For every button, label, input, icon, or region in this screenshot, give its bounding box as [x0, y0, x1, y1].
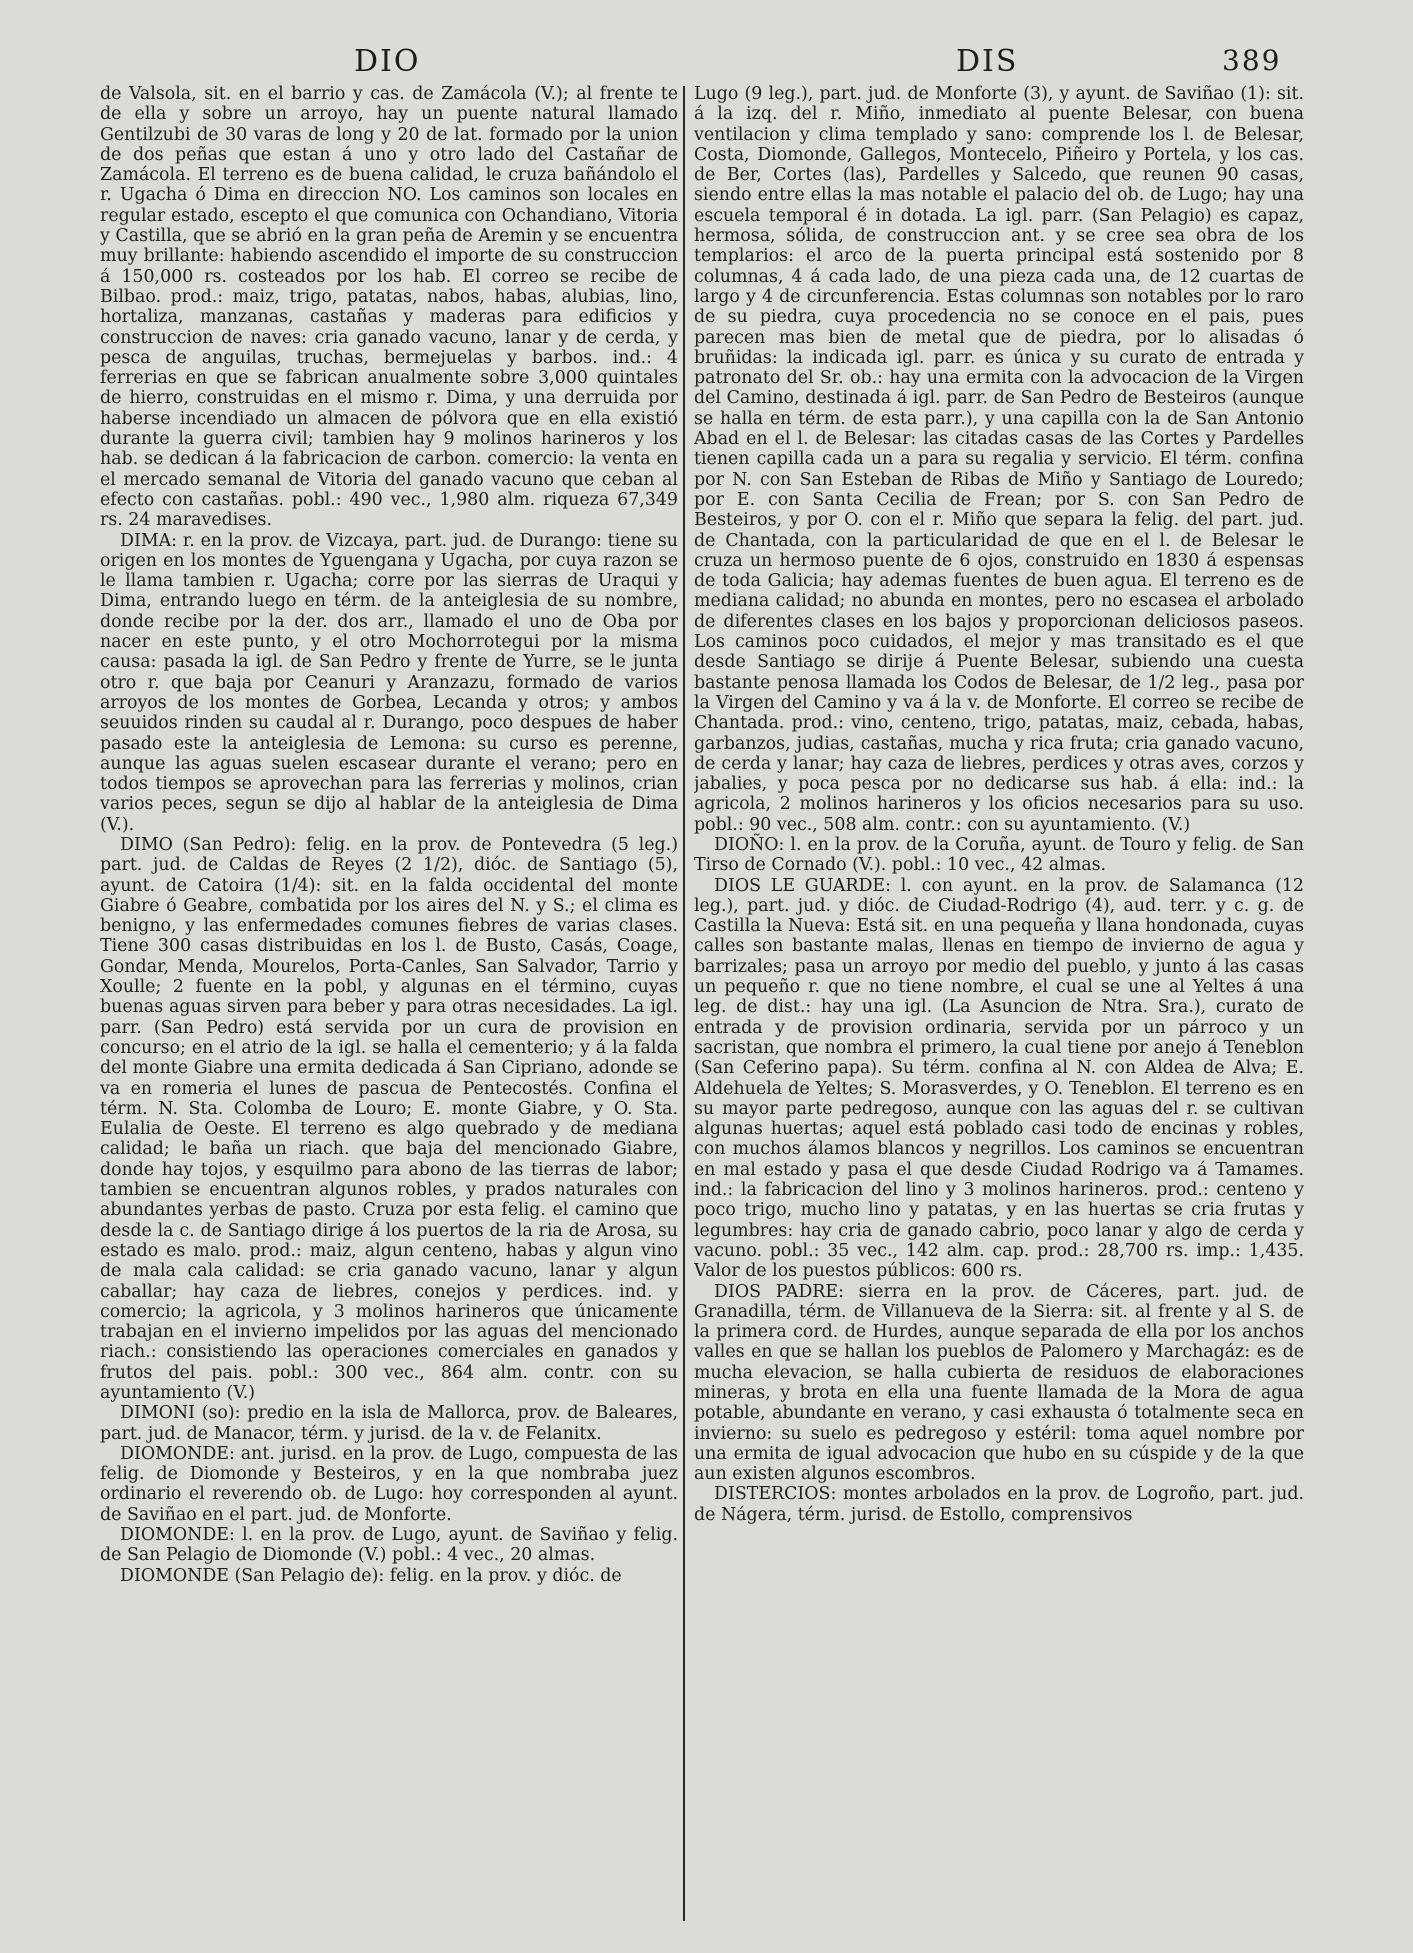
entry-text: DISTERCIOS: montes arbolados en la prov. de Logroño, part. jud. de Nágera, térm. jurisd. de Estollo, comprensivos [694, 1484, 1304, 1525]
right-column [694, 84, 1304, 1924]
entry-text: DIOMONDE (San Pelagio de): felig. en la prov. y dióc. de [120, 1565, 622, 1586]
entry-text: DIOS LE GUARDE: l. con ayunt. en la prov. de Salamanca (12 leg.), part. jud. y dióc. de Ciudad-Rodrigo (4), aud. terr. y c. g. de Castilla la Nueva: Está sit. en una pequeña y llana hondonada, cuyas calles son bastante malas, llenas en tiempo de invierno de agua y barrizales; pasa un arroyo por medio del pueblo, y junto á las casas un pequeño r. que no tiene nombre, el cual se une al Yeltes á una leg. de dist.: hay una igl. (La Asuncion de Ntra. Sra.), curato de entrada y de provision ordinaria, servida por un párroco y un sacristan, que nombra el primero, la cual tiene por anejo á Teneblon (San Ceferino papa). Su térm. confina al N. con Aldea de Alva; E. Aldehuela de Yeltes; S. Morasverdes, y O. Teneblon. El terreno es en su mayor parte pedregoso, aunque con las aguas del r. se cultivan algunas huertas; aquel está poblado casi todo de encinas y robles, con muchos álamos blancos y negrillos. Los caminos se encuentran en mal estado y pasa el que desde Ciudad Rodrigo va á Tamames. ind.: la fabricacion del lino y 3 molinos harineros. prod.: centeno y poco trigo, mucho lino y patatas, y en las huertas se cria frutas y legumbres: hay cria de ganado cabrio, poco lanar y algo de cerda y vacuno. pobl.: 35 vec., 142 alm. cap. prod.: 28,700 rs. imp.: 1,435. Valor de los puestos públicos: 600 rs. [694, 875, 1304, 1282]
entry-text: Lugo (9 leg.), part. jud. de Monforte (3), y ayunt. de Saviñao (1): sit. á la izq. del r. Miño, inmediato al puente Belesar, con buena ventilacion y clima templado y sano: comprende los l. de Belesar, Costa, Diomonde, Gallegos, Montecelo, Piñeiro y Portela, y los cas. de Ber, Cortes (las), Pardelles y Salcedo, que reunen 90 casas, siendo entre ellas la mas notable el palacio del ob. de Lugo; hay una escuela temporal é in dotada. La igl. parr. (San Pelagio) es capaz, hermosa, sólida, de construccion ant. y se cree sea obra de los templarios: el arco de la puerta principal está sostenido por 8 columnas, 4 á cada lado, de una pieza cada una, de 12 cuartas de largo y 4 de circunferencia. Estas columnas son notables por lo raro de su piedra, cuya procedencia no se conoce en el pais, pues parecen mas bien de metal que de piedra, por lo alisadas ó bruñidas: la indicada igl. parr. es única y su curato de entrada y patronato del Sr. ob.: hay una ermita con la advocacion de la Virgen del Camino, destinada á igl. parr. de San Pedro de Besteiros (aunque se halla en térm. de esta parr.), y una capilla con la de San Antonio Abad en el l. de Belesar: las citadas casas de las Cortes y Pardelles tienen capilla cada un a para su regalia y servicio. El térm. confina por N. con San Esteban de Ribas de Miño y Santiago de Louredo; por E. con Santa Cecilia de Frean; por S. con San Pedro de Besteiros, y por O. con el r. Miño que separa la felig. del part. jud. de Chantada, con la particularidad de que en el l. de Belesar le cruza un hermoso puente de 6 ojos, construido en 1830 á espensas de toda Galicia; hay ademas fuentes de buen agua. El terreno es de mediana calidad; no abunda en montes, pero no escasea el arbolado de diferentes clases en los bajos y proporcionan deliciosos paseos. Los caminos poco cuidados, el mejor y mas transitado es el que desde Santiago se dirije á Puente Belesar, subiendo una cuesta bastante penosa llamada los Codos de Belesar, de 1/2 leg., pasa por la Virgen del Camino y va á la v. de Monforte. El correo se recibe de Chantada. prod.: vino, centeno, trigo, patatas, maiz, cebada, habas, garbanzos, judias, castañas, mucha y rica fruta; cria ganado vacuno, de cerda y lanar; hay caza de liebres, perdices y otras aves, corzos y jabalies, y poca pesca por no dedicarse sus hab. á ella: ind.: la agricola, 2 molinos harineros y los oficios necesarios para su uso. pobl.: 90 vec., 508 alm. contr.: con su ayuntamiento. (V.) [694, 84, 1304, 835]
page-number: 389 [1222, 44, 1282, 77]
entry-text: DIMONI (so): predio en la isla de Mallorca, prov. de Baleares, part. jud. de Manacor, térm. y jurisd. de la v. de Felanitx. [100, 1403, 678, 1444]
running-head-right: DIS [956, 44, 1019, 79]
entry-text: DIMO (San Pedro): felig. en la prov. de Pontevedra (5 leg.) part. jud. de Caldas de Reyes (2 1/2), dióc. de Santiago (5), ayunt. de Catoira (1/4): sit. en la falda occidental del monte Giabre ó Geabre, combatida por los aires del N. y S.; el clima es benigno, y las enfermedades comunes fiebres de varias clases. Tiene 300 casas distribuidas en los l. de Busto, Casás, Coage, Gondar, Menda, Mourelos, Porta-Canles, San Salvador, Tarrio y Xoulle; 2 fuente en la pobl, y algunas en el término, cuyas buenas aguas sirven para beber y para otras necesidades. La igl. parr. (San Pedro) está servida por un cura de provision en concurso; en el atrio de la igl. se halla el cementerio; y á la falda del monte Giabre una ermita dedicada á San Cipriano, adonde se va en romeria el lunes de pascua de Pentecostés. Confina el térm. N. Sta. Colomba de Louro; E. monte Giabre, y O. Sta. Eulalia de Oeste. El terreno es algo quebrado y de mediana calidad; le baña un riach. que baja del mencionado Giabre, donde hay tojos, y esquilmo para abono de las tierras de labor; tambien se encuentran algunos robles, y prados naturales con abundantes yerbas de pasto. Cruza por esta felig. el camino que desde la c. de Santiago dirige á los puertos de la ria de Arosa, su estado es malo. prod.: maiz, algun centeno, habas y algun vino de mala cala calidad: se cria ganado vacuno, lanar y algun caballar; hay caza de liebres, conejos y perdices. ind. y comercio; la agricola, y 3 molinos harineros que únicamente trabajan en el invierno impelidos por las aguas del mencionado riach.: consistiendo las operaciones comerciales en ganados y frutos del pais. pobl.: 300 vec., 864 alm. contr. con su ayuntamiento (V.) [100, 834, 678, 1403]
entry-text: DIOMONDE: l. en la prov. de Lugo, ayunt. de Saviñao y felig. de San Pelagio de Diomonde (V.) pobl.: 4 vec., 20 almas. [100, 1525, 678, 1566]
entry-text: DIMA: r. en la prov. de Vizcaya, part. jud. de Durango: tiene su origen en los montes de Yguengana y Ugacha, por cuya razon se le llama tambien r. Ugacha; corre por las sierras de Uraqui y Dima, entrando luego en térm. de la anteiglesia de su nombre, donde recibe por la der. dos arr., llamado el uno de Oba por nacer en este punto, y el otro Mochorrotegui por la misma causa: pasada la igl. de San Pedro y frente de Yurre, se le junta otro r. que baja por Ceanuri y Aranzazu, formado de varios arroyos de los montes de Gorbea, Lecanda y otros; y ambos seuuidos rinden su caudal al r. Durango, poco despues de haber pasado este la anteiglesia de Lemona: su curso es perenne, aunque las aguas suelen escasear durante el verano; pero en todos tiempos se aprovechan para las ferrerias y molinos, crian varios peces, segun se dijo al hablar de la anteiglesia de Dima (V.). [100, 530, 678, 835]
column-divider [683, 86, 685, 1921]
left-column [100, 84, 678, 1924]
entry-text: de Valsola, sit. en el barrio y cas. de Zamácola (V.); al frente te de ella y sobre un arroyo, hay un puente natural llamado Gentilzubi de 30 varas de long y 20 de lat. formado por la union de dos peñas que estan á uno y otro lado del Castañar de Zamácola. El terreno es de buena calidad, le cruza bañándolo el r. Ugacha ó Dima en direccion NO. Los caminos son locales en regular estado, escepto el que comunica con Ochandiano, Vitoria y Castilla, que se abrió en la gran peña de Aremin y se encuentra muy brillante: habiendo ascendido el importe de su construccion á 150,000 rs. costeados por los hab. El correo se recibe de Bilbao. prod.: maiz, trigo, patatas, nabos, habas, alubias, lino, hortaliza, manzanas, castañas y maderas para edificios y construccion de naves: cria ganado vacuno, lanar y de cerda, y pesca de anguilas, truchas, bermejuelas y barbos. ind.: 4 ferrerias en que se fabrican anualmente sobre 3,000 quintales de hierro, construidas en el mismo r. Dima, y una derruida por haberse incendiado un almacen de pólvora que en ella existió durante la guerra civil; tambien hay 9 molinos harineros y los hab. se dedican á la fabricacion de carbon. comercio: la venta en el mercado semanal de Vitoria del ganado vacuno que ceban al efecto con castañas. pobl.: 490 vec., 1,980 alm. riqueza 67,349 rs. 24 maravedises. [100, 84, 678, 531]
entry-text: DIOS PADRE: sierra en la prov. de Cáceres, part. jud. de Granadilla, térm. de Villanueva de la Sierra: sit. al frente y al S. de la primera cord. de Hurdes, aunque separada de ella por los anchos valles en que se hallan los pueblos de Palomero y Marchagáz: es de mucha elevacion, se halla cubierta de residuos de elaboraciones mineras, y brota en ella una fuente llamada de la Mora de agua potable, abundante en verano, y casi exhausta ó totalmente seca en invierno: su suelo es pedregoso y estéril: toma aquel nombre por una ermita de igual advocacion que hubo en su cúspide y de la que aun existen algunos escombros. [694, 1281, 1304, 1485]
entry-text: DIOÑO: l. en la prov. de la Coruña, ayunt. de Touro y felig. de San Tirso de Cornado (V.). pobl.: 10 vec., 42 almas. [694, 834, 1304, 876]
running-head-left: DIO [354, 44, 421, 79]
entry-text: DIOMONDE: ant. jurisd. en la prov. de Lugo, compuesta de las felig. de Diomonde y Besteiros, y en la que nombraba juez ordinario el reverendo ob. de Lugo: hoy corresponden al ayunt. de Saviñao en el part. jud. de Monforte. [100, 1443, 678, 1525]
